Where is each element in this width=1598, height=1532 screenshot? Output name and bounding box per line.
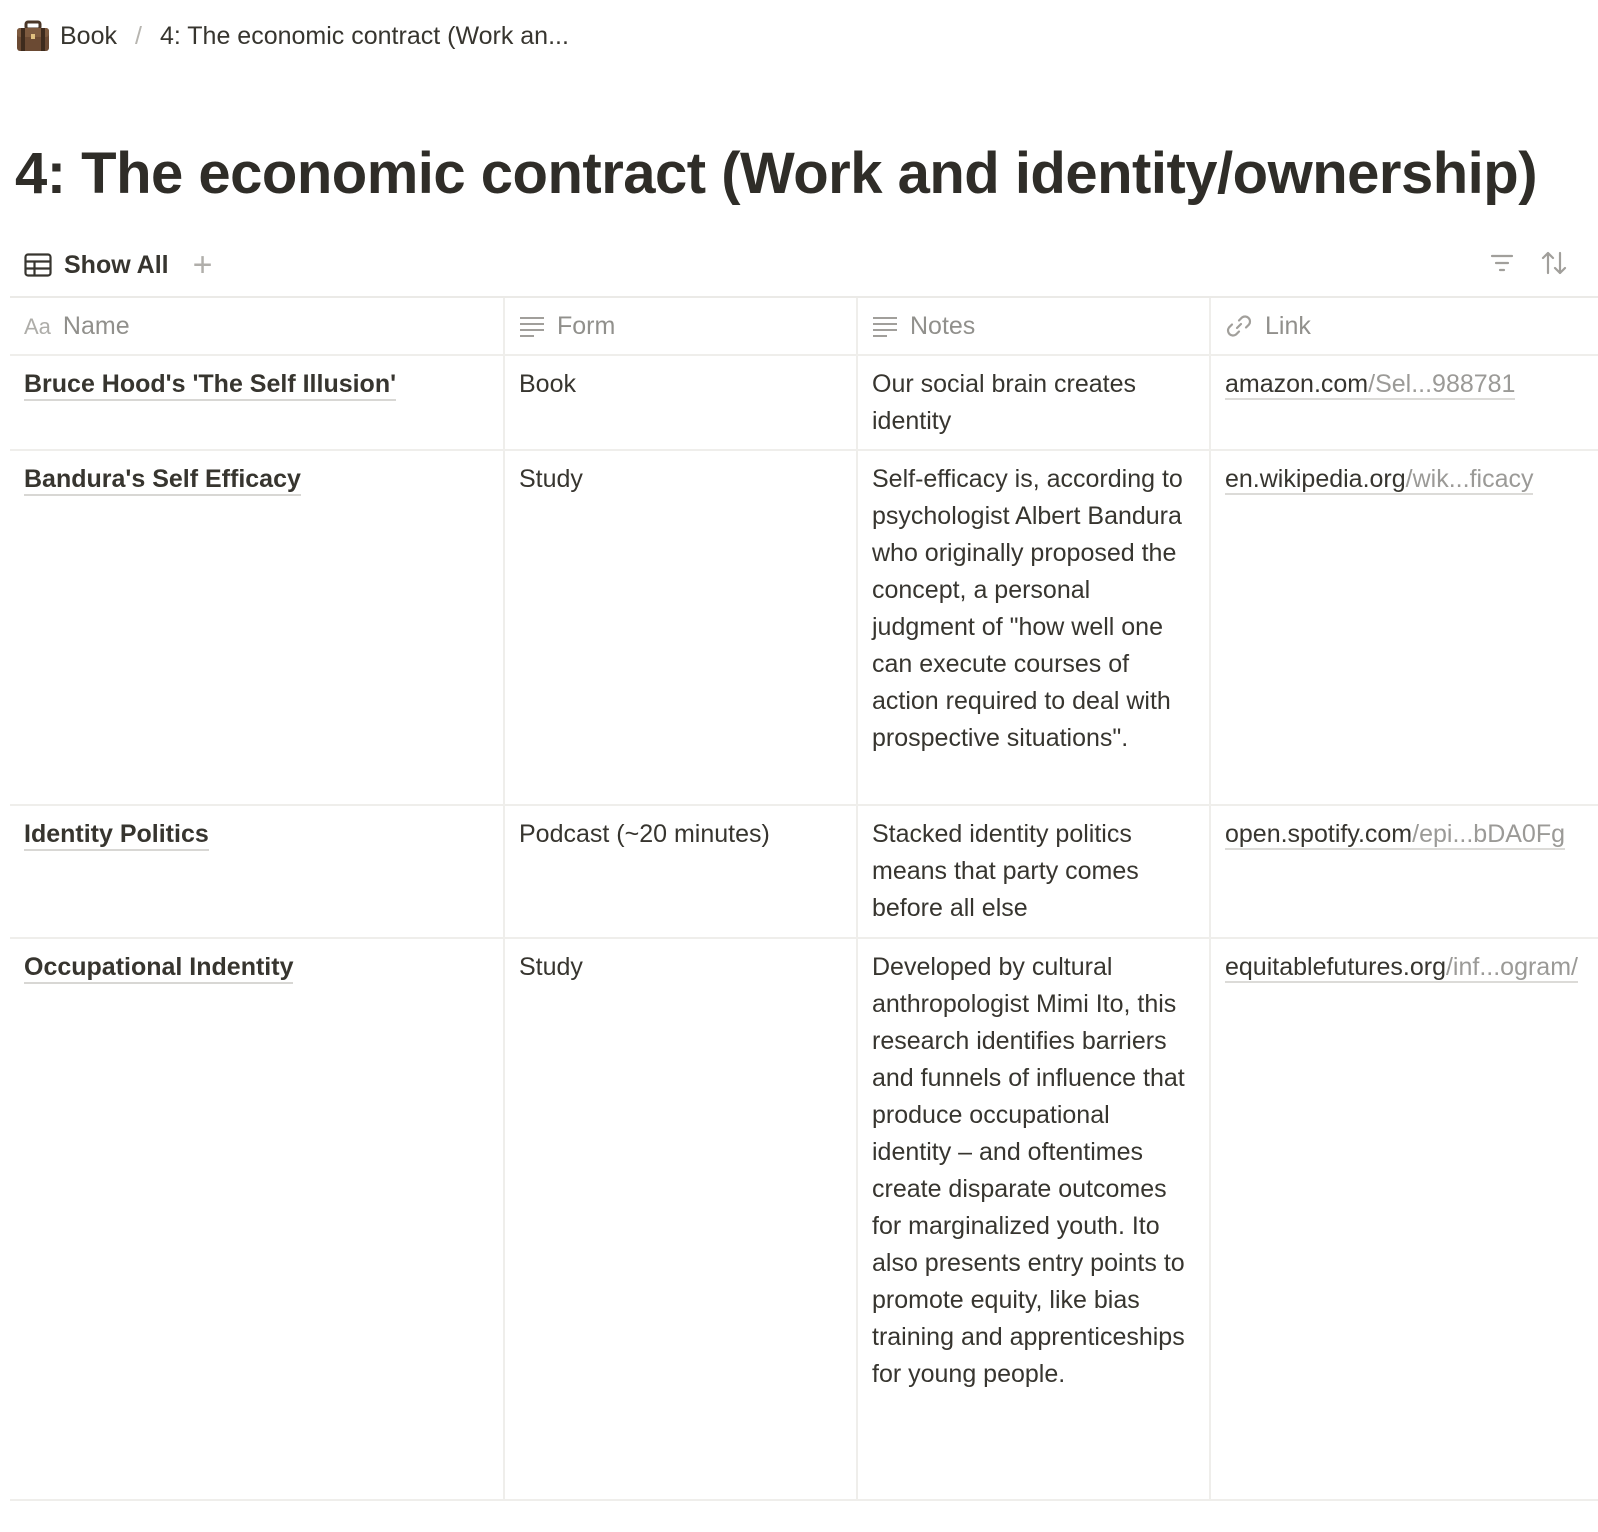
cell-form[interactable]: Book: [505, 356, 858, 449]
cell-notes[interactable]: Developed by cultural anthropologist Mimi Ito, this research identifies barriers and funnels of influence that produce occupational identity – and oftentimes create disparate outcomes for marginalized youth. Ito also presents entry points to promote equity, like bias training and apprenticeships for young people.: [858, 939, 1211, 1499]
column-header-link[interactable]: [1211, 298, 1598, 354]
row-title[interactable]: Bandura's Self Efficacy: [24, 465, 301, 496]
breadcrumb: [16, 14, 569, 58]
briefcase-icon: [16, 19, 50, 53]
table-row[interactable]: [10, 356, 1598, 451]
link-path[interactable]: /inf...ogram/: [1445, 953, 1578, 981]
page-title[interactable]: 4: The economic contract (Work and identity/ownership): [15, 141, 1538, 206]
cell-name[interactable]: [10, 356, 505, 449]
link-path[interactable]: /wik...ficacy: [1405, 465, 1534, 493]
link-domain[interactable]: en.wikipedia.org: [1225, 465, 1406, 493]
link-icon: [1225, 312, 1253, 340]
cell-form[interactable]: Study: [505, 939, 858, 1499]
cell-name[interactable]: [10, 806, 505, 937]
breadcrumb-item-book[interactable]: Book: [60, 21, 117, 50]
table-header-row: [10, 298, 1598, 356]
column-header-name[interactable]: [10, 298, 505, 354]
database-table: [10, 296, 1598, 1501]
text-lines-icon: [519, 315, 545, 337]
link-path[interactable]: /epi...bDA0Fg: [1412, 820, 1565, 848]
cell-link[interactable]: [1211, 806, 1598, 937]
cell-name[interactable]: [10, 451, 505, 804]
cell-notes[interactable]: Self-efficacy is, according to psychologist Albert Bandura who originally proposed the concept, a personal judgment of "how well one can execute courses of action required to deal with prospective situations".: [858, 451, 1211, 804]
table-row[interactable]: [10, 451, 1598, 806]
row-title[interactable]: Bruce Hood's 'The Self Illusion': [24, 370, 396, 401]
cell-notes[interactable]: Stacked identity politics means that party comes before all else: [858, 806, 1211, 937]
column-header-label: Name: [62, 311, 130, 340]
cell-link[interactable]: [1211, 356, 1598, 449]
add-view-button[interactable]: +: [192, 246, 213, 284]
link-domain[interactable]: open.spotify.com: [1225, 820, 1413, 848]
row-title[interactable]: Identity Politics: [24, 820, 209, 851]
view-tab-label: Show All: [64, 250, 169, 279]
column-header-label: Form: [557, 311, 616, 340]
link-path[interactable]: /Sel...988781: [1368, 370, 1516, 398]
row-title[interactable]: Occupational Indentity: [24, 953, 293, 984]
cell-form[interactable]: Podcast (~20 minutes): [505, 806, 858, 937]
cell-form[interactable]: Study: [505, 451, 858, 804]
cell-link[interactable]: [1211, 939, 1598, 1499]
column-header-notes[interactable]: [858, 298, 1211, 354]
link-domain[interactable]: amazon.com: [1225, 370, 1369, 398]
text-type-icon: Aa: [24, 313, 51, 339]
table-icon: [24, 253, 52, 277]
cell-name[interactable]: [10, 939, 505, 1499]
link-domain[interactable]: equitablefutures.org: [1225, 953, 1446, 981]
table-row[interactable]: [10, 939, 1598, 1501]
column-header-form[interactable]: [505, 298, 858, 354]
filter-icon[interactable]: [1490, 252, 1514, 279]
cell-notes[interactable]: Our social brain creates identity: [858, 356, 1211, 449]
breadcrumb-item-current[interactable]: 4: The economic contract (Work an...: [159, 21, 569, 50]
cell-link[interactable]: [1211, 451, 1598, 804]
breadcrumb-separator: /: [134, 21, 142, 50]
column-header-label: Link: [1265, 311, 1311, 340]
view-tab-show-all[interactable]: [24, 251, 169, 280]
column-header-label: Notes: [910, 311, 976, 340]
table-row[interactable]: [10, 806, 1598, 939]
sort-icon[interactable]: [1540, 250, 1568, 281]
text-lines-icon: [872, 315, 898, 337]
view-bar: [24, 240, 1568, 290]
